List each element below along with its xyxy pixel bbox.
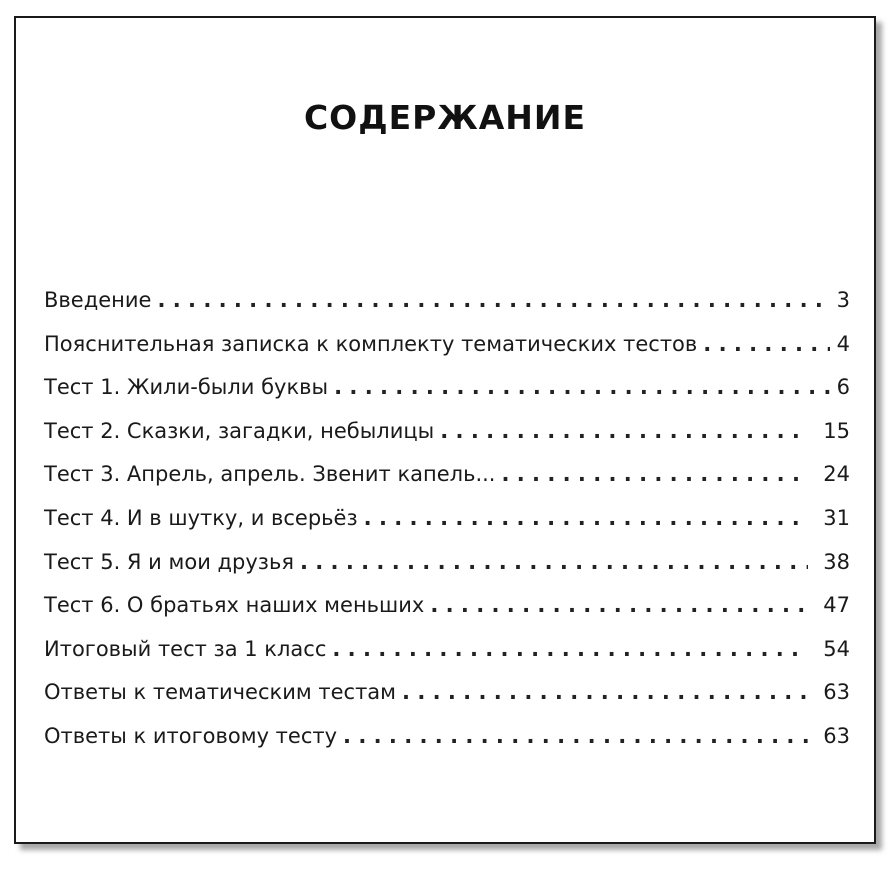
toc-entry (44, 332, 850, 376)
dot-leader (343, 724, 808, 748)
dot-leader (402, 680, 808, 704)
dot-leader (501, 462, 808, 486)
toc-entry (44, 462, 850, 506)
toc-entry-page: 38 (823, 549, 850, 574)
toc-entry-label: Пояснительная записка к комплекту тематических тестов (44, 331, 698, 356)
toc-entry-label: Тест 3. Апрель, апрель. Звенит капель... (44, 462, 496, 487)
toc-entry (44, 680, 850, 724)
table-of-contents (44, 288, 850, 768)
toc-entry-label: Ответы к тематическим тестам (44, 680, 397, 705)
toc-entry-page: 4 (836, 331, 850, 356)
toc-entry (44, 593, 850, 637)
toc-entry-page: 63 (823, 680, 850, 705)
toc-entry (44, 506, 850, 550)
dot-leader (300, 550, 808, 574)
toc-entry (44, 724, 850, 768)
toc-entry (44, 637, 850, 681)
toc-entry-page: 63 (823, 723, 850, 748)
dot-leader (332, 637, 808, 661)
toc-entry-label: Ответы к итоговому тесту (44, 723, 338, 748)
toc-entry-label: Тест 6. О братьях наших меньших (44, 593, 425, 618)
toc-entry (44, 419, 850, 463)
toc-entry-page: 54 (823, 636, 850, 661)
dot-leader (157, 288, 830, 312)
dot-leader (334, 375, 830, 399)
toc-entry-label: Тест 1. Жили-были буквы (44, 375, 329, 400)
toc-entry-page: 31 (823, 505, 850, 530)
toc-entry-page: 3 (836, 288, 850, 312)
toc-entry-label: Тест 2. Сказки, загадки, небылицы (44, 418, 435, 443)
toc-entry-page: 24 (823, 462, 850, 487)
page-title: СОДЕРЖАНИЕ (303, 98, 587, 137)
toc-entry (44, 288, 850, 332)
toc-entry (44, 550, 850, 594)
toc-entry-label: Тест 4. И в шутку, и всерьёз (44, 505, 358, 530)
toc-entry-label: Введение (44, 288, 152, 312)
toc-entry-page: 47 (823, 593, 850, 618)
dot-leader (364, 506, 808, 530)
dot-leader (440, 419, 808, 443)
dot-leader (430, 593, 808, 617)
toc-entry (44, 375, 850, 419)
toc-entry-label: Итоговый тест за 1 класс (44, 636, 327, 661)
toc-entry-label: Тест 5. Я и мои друзья (44, 549, 294, 574)
toc-entry-page: 6 (836, 375, 850, 400)
document-page (14, 16, 876, 844)
toc-entry-page: 15 (823, 418, 850, 443)
dot-leader (703, 332, 830, 356)
